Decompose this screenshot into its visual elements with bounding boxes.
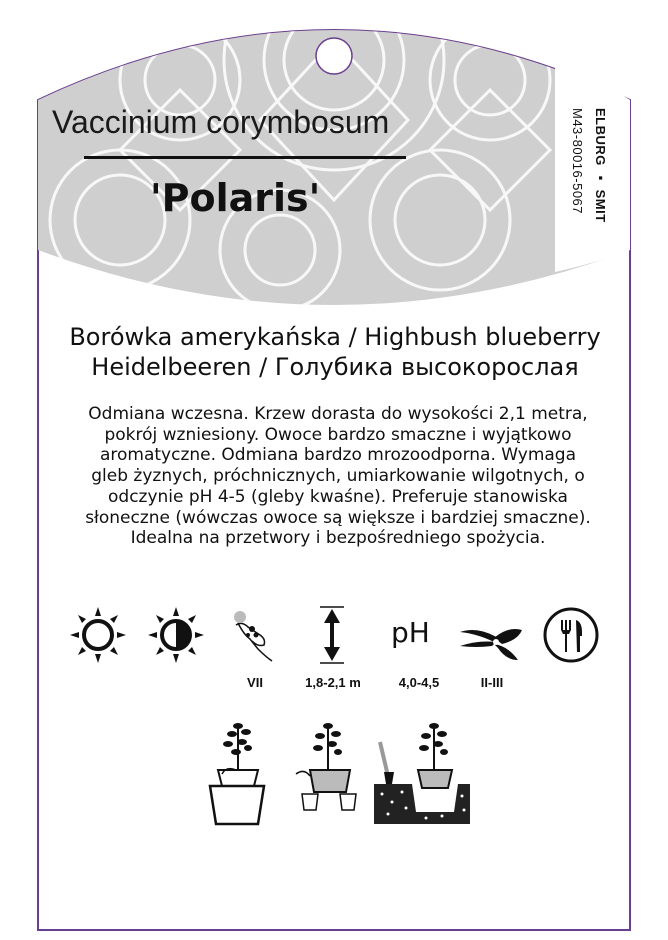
edible-cutlery-icon [542, 605, 600, 665]
product-code: M43-80016-5067 [570, 108, 585, 215]
ph-caption: 4,0-4,5 [398, 675, 440, 690]
cultivar-name: 'Polaris' [150, 176, 321, 220]
height-caption: 1,8-2,1 m [305, 675, 361, 690]
ripening-month-icon [228, 605, 280, 665]
ripening-month-caption: VII [247, 675, 263, 690]
title-divider [84, 156, 406, 159]
half-shade-icon [148, 605, 204, 665]
ph-icon: pH [391, 616, 430, 649]
common-names-line-2: Heidelbeeren / Голубика высокорослая [91, 353, 579, 381]
hang-hole [316, 38, 352, 74]
pruning-caption: II-III [480, 675, 504, 690]
full-sun-icon [70, 605, 126, 665]
pot-removal-icon [200, 712, 272, 828]
pruning-shears-icon [458, 612, 526, 672]
common-names-line-1: Borówka amerykańska / Highbush blueberry [69, 323, 601, 351]
planting-in-soil-icon [372, 712, 472, 828]
latin-name: Vaccinium corymbosum [52, 104, 390, 140]
brand-name: ELBURG ▪ SMIT [593, 108, 608, 223]
plant-description: Odmiana wczesna. Krzew dorasta do wysokości 2,1 metra, pokrój wzniesiony. Owoce bardzo smaczne i wyjątkowo aromatyczne. Odmiana bardzo mrozoodporna. Wymaga gleb żyznych, próchnicznych, umiarkowanie wilgotnych, o odczynie pH 4-5 (gleby kwaśne). Preferuje stanowiska słoneczne (wówczas owoce są większe i bardziej smaczne). Idealna na przetwory i bezpośredniego spożycia. [85, 404, 591, 549]
height-icon [318, 605, 346, 665]
root-loosening-icon [288, 712, 370, 828]
